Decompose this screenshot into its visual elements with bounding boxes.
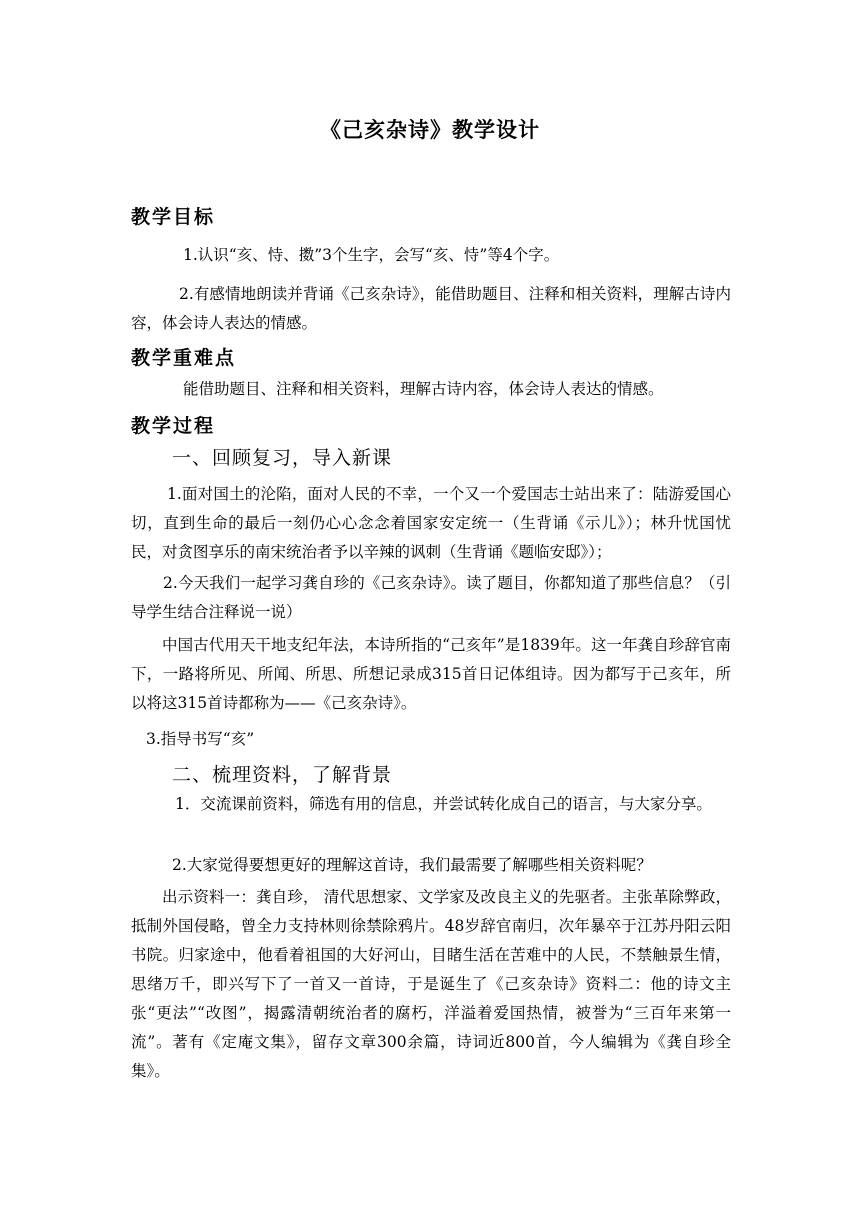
part2-paragraph-3: 出示资料一：龚自珍， 清代思想家、文学家及改良主义的先驱者。主张革除弊政，抵制外国侵略，曾全力支持林则徐禁除鸦片。48岁辞官南归，次年暴卒于江苏丹阳云阳书院。归家途中，他看着祖国的大好河山，目睹生活在苦难中的人民，不禁触景生情，思绪万千，即兴写下了一首又一首诗，于是诞生了《己亥杂诗》资料二：他的诗文主张“更法”“改图”，揭露清朝统治者的腐朽，洋溢着爱国热情，被誉为“三百年来第一流”。著有《定庵文集》，留存文章300余篇，诗词近800首，今人编辑为《龚自珍全集》。 — [131, 888, 731, 1080]
section-heading-goals: 教学目标 — [131, 206, 216, 228]
part1-paragraph-3: 中国古代用天干地支纪年法，本诗所指的“己亥年”是1839年。这一年龚自珍辞官南下，一路将所见、所闻、所思、所想记录成315首日记体组诗。因为都写于己亥年，所以将这315首诗都称为——《己亥杂诗》。 — [131, 636, 731, 712]
goal-item-2: 2.有感情地朗读并背诵《己亥杂诗》，能借助题目、注释和相关资料，理解古诗内容，体会诗人表达的情感。 — [131, 285, 731, 332]
part2-paragraph-1: 1．交流课前资料，筛选有用的信息，并尝试转化成自己的语言，与大家分享。 — [175, 795, 712, 813]
part2-paragraph-2: 2.大家觉得要想更好的理解这首诗，我们最需要了解哪些相关资料呢？ — [172, 856, 652, 874]
goal-item-1: 1.认识“亥、恃、擞”3个生字，会写“亥、恃”等4个字。 — [183, 246, 560, 264]
part1-title: 一、回顾复习，导入新课 — [172, 447, 393, 469]
part2-title: 二、梳理资料，了解背景 — [172, 764, 393, 786]
part1-paragraph-4: 3.指导书写“亥” — [146, 730, 255, 748]
section-heading-process: 教学过程 — [131, 415, 216, 437]
part1-paragraph-1: 1.面对国土的沦陷，面对人民的不幸，一个又一个爱国志士站出来了：陆游爱国心切，直到生命的最后一刻仍心心念念着国家安定统一（生背诵《示儿》）；林升忧国忧民，对贪图享乐的南宋统治者予以辛辣的讽刺（生背诵《题临安邸》）； — [131, 485, 731, 561]
key-points-text: 能借助题目、注释和相关资料，理解古诗内容，体会诗人表达的情感。 — [183, 380, 664, 398]
section-heading-key-points: 教学重难点 — [131, 347, 237, 369]
part1-paragraph-2: 2.今天我们一起学习龚自珍的《己亥杂诗》。读了题目，你都知道了那些信息？（引导学生结合注释说一说） — [131, 574, 731, 621]
document-title: 《己亥杂诗》教学设计 — [320, 117, 540, 142]
